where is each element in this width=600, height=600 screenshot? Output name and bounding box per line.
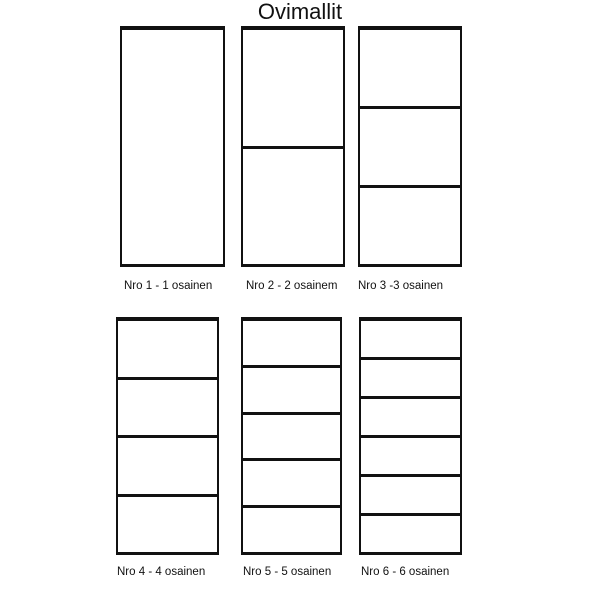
door-model-4: [116, 317, 219, 555]
door-panel: [361, 435, 460, 474]
door-panel: [122, 30, 223, 264]
door-panel: [118, 321, 217, 377]
door-panel: [361, 321, 460, 357]
door-panel: [118, 494, 217, 553]
door-panel: [360, 185, 460, 264]
door-model-5-label: Nro 5 - 5 osainen: [243, 566, 332, 578]
door-panel: [118, 377, 217, 436]
door-model-6: [359, 317, 462, 555]
door-panel: [361, 474, 460, 513]
door-model-2-label: Nro 2 - 2 osainem: [246, 280, 338, 292]
door-model-5: [241, 317, 342, 555]
door-model-1: [120, 26, 225, 267]
door-model-3: [358, 26, 462, 267]
door-panel: [361, 357, 460, 396]
page-title: Ovimallit: [257, 0, 343, 24]
door-model-3-label: Nro 3 -3 osainen: [358, 280, 444, 292]
door-panel: [361, 513, 460, 552]
door-panel: [243, 365, 340, 412]
door-panel: [243, 412, 340, 459]
door-panel: [118, 435, 217, 494]
door-panel: [243, 146, 343, 265]
door-panel: [243, 505, 340, 552]
door-panel: [243, 321, 340, 365]
door-panel: [361, 396, 460, 435]
door-model-6-label: Nro 6 - 6 osainen: [361, 566, 450, 578]
door-panel: [360, 106, 460, 185]
door-panel: [243, 30, 343, 146]
door-model-4-label: Nro 4 - 4 osainen: [117, 566, 206, 578]
door-panel: [243, 458, 340, 505]
door-model-1-label: Nro 1 - 1 osainen: [124, 280, 213, 292]
door-panel: [360, 30, 460, 106]
door-model-2: [241, 26, 345, 267]
